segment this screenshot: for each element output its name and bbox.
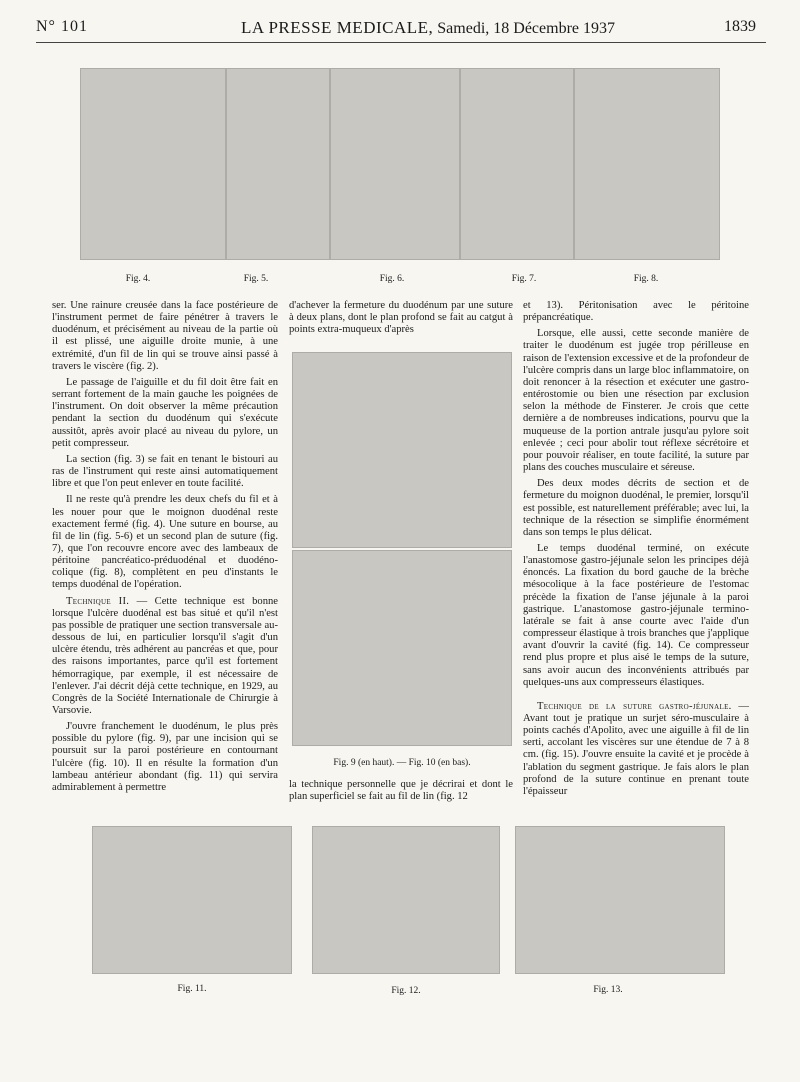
figure-4-image	[80, 68, 226, 260]
figure-10-image	[292, 550, 512, 746]
paragraph: Il ne reste qu'à prendre les deux chefs du fil et à les nouer pour que le moignon duodénal reste exactement fermé (fig. 4). Une suture en bourse, au fil de lin (fig. 5-6) et un second plan de suture (fig. 7), que l'on recouvre encore avec des lambeaux de péritoine pancréatico-préduodénal et duodéno-colique (fig. 8), complètent en peu d'instants le temps duodénal de l'opération.	[52, 494, 278, 591]
journal-name: LA PRESSE MEDICALE,	[241, 18, 434, 37]
paragraph	[52, 596, 278, 718]
text-column-3	[523, 300, 749, 798]
paragraph: La section (fig. 3) se fait en tenant le bistouri au ras de l'instrument qui reste ainsi automatiquement libre et que l'on peut enlever en toute facilité.	[52, 453, 278, 490]
paragraph-text: — Cette technique est bonne lorsque l'ulcère duodénal est bas situé et qu'il n'est pas possible de pratiquer une section transversale au-dessous de lui, en particulier lorsqu'il s'agit d'un ulcère étendu, très adhérent au pancréas et que, pour des raisons importantes, parce qu'il est fortement hémorragique, par exemple, il est nécessaire de l'enlever. J'ai décrit déjà cette technique, en 1929, au Congrès de la Société Internationale de Chirurgie à Varsovie.	[52, 595, 279, 716]
figure-6-caption: Fig. 6.	[379, 274, 405, 284]
figure-12-caption: Fig. 12.	[391, 986, 421, 996]
figure-9-image	[292, 352, 512, 548]
section-heading: Technique II.	[66, 595, 130, 607]
paragraph-text: — Avant tout je pratique un surjet séro-musculaire à points cachés d'Apolito, avec une aiguille à fil de lin serti, accolant les viscères sur une étendue de 7 à 8 cm. (fig. 15). J'ouvre ensuite la cavité et je procède à l'ablation du segment gastrique. Je fais alors le plan profond de la suture continue en prenant toute l'épaisseur	[523, 700, 749, 797]
figure-6-image	[330, 68, 460, 260]
figure-5-caption: Fig. 5.	[243, 274, 269, 284]
journal-title-line	[241, 18, 615, 38]
figure-11-image	[92, 826, 292, 974]
figure-7-image	[460, 68, 574, 260]
paragraph: ser. Une rainure creusée dans la face postérieure de l'instrument permet de faire pénétrer à travers le duodénum, et précisément au niveau de la partie où il est plissé, une aiguille droite munie, à une extrémité, d'un fil de lin qui se trouve ainsi passé à travers le viscère (fig. 2).	[52, 300, 278, 372]
paragraph: J'ouvre franchement le duodénum, le plus près possible du pylore (fig. 9), par une incision qui se poursuit sur la paroi postérieure en contournant l'ulcère (fig. 10). Il en résulte la formation d'un lambeau antérieur abondant (fig. 11) qui servira admirablement à permettre	[52, 721, 278, 793]
figure-11-caption: Fig. 11.	[177, 984, 207, 994]
figure-8-image	[574, 68, 720, 260]
figure-13-caption: Fig. 13.	[593, 985, 623, 995]
paragraph: Le temps duodénal terminé, on exécute l'anastomose gastro-jéjunale selon les principes déjà énoncés. La fixation du bord gauche de la brèche mésocolique à la face postérieure de l'estomac précède la fixation de l'anse jéjunale à la paroi gastrique. L'anastomose gastro-jéjunale termino-latérale se fait à anse courte avec l'aide d'un compresseur élastique à trois branches que j'applique avant d'ouvrir la cavité (fig. 14). Ce compresseur rend plus propre et plus aisé le temps de la suture, sans avoir aucun des inconvénients attribués par quelques-uns aux compresseurs élastiques.	[523, 542, 749, 688]
paragraph: Des deux modes décrits de section et de fermeture du moignon duodénal, le premier, lorsqu'il est possible, est naturellement préférable; avec lui, la technique de la résection se simplifie énormément dans son temps le plus délicat.	[523, 478, 749, 538]
paragraph: Lorsque, elle aussi, cette seconde manière de traiter le duodénum est jugée trop périlleuse en raison de l'extension excessive et de la profondeur de l'ulcère compris dans un large bloc inflammatoire, on doit renoncer à la résection et exécuter une gastro-entérostomie ou bien une résection par exclusion selon la méthode de Finsterer. Je crois que cette dernière a de nombreuses indications, pourvu que la muqueuse de la portion antrale jusqu'au pylore soit enlevée ; ceci pour abolir tout réflexe sécrétoire et pour pouvoir réaliser, en toute facilité, la suture par plans des couches musculaire et séreuse.	[523, 328, 749, 474]
paragraph: et 13). Péritonisation avec le péritoine prépancréatique.	[523, 300, 749, 324]
figure-13-image	[515, 826, 725, 974]
running-header	[36, 18, 756, 42]
text-column-2-bottom: la technique personnelle que je décrirai et dont le plan superficiel se fait au fil de lin (fig. 12	[289, 779, 513, 803]
issue-date: Samedi, 18 Décembre 1937	[437, 20, 616, 37]
section-heading: Technique de la suture gastro-jéjunale.	[537, 700, 732, 712]
text-column-2-top: d'achever la fermeture du duodénum par une suture à deux plans, dont le plan profond se fait au catgut à points extra-muqueux d'après	[289, 300, 513, 336]
figure-12-image	[312, 826, 500, 974]
page-number: 1839	[724, 18, 756, 35]
paragraph	[523, 701, 749, 798]
figure-4-caption: Fig. 4.	[125, 274, 151, 284]
figure-7-caption: Fig. 7.	[511, 274, 537, 284]
issue-number: N° 101	[36, 18, 88, 35]
paragraph: Le passage de l'aiguille et du fil doit être fait en serrant fortement de la main gauche les poignées de l'instrument. On doit observer la même précaution pendant la section du duodénum qui s'exécute aussitôt, après avoir placé au niveau du pylore, un petit compresseur.	[52, 376, 278, 449]
header-rule	[36, 42, 766, 43]
figure-8-caption: Fig. 8.	[633, 274, 659, 284]
figure-5-image	[226, 68, 330, 260]
text-column-1	[52, 300, 278, 794]
figure-9-10-caption: Fig. 9 (en haut). — Fig. 10 (en bas).	[333, 758, 471, 768]
